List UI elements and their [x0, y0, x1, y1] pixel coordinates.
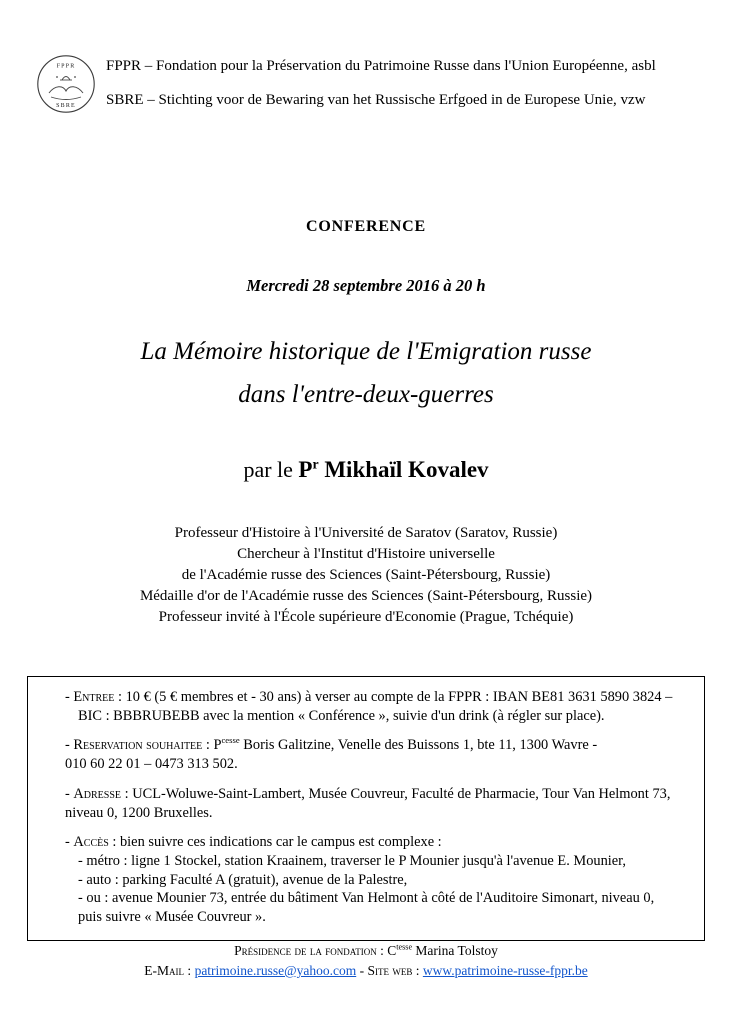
speaker-name [298, 457, 488, 482]
event-title-line2: dans l'entre-deux-guerres [238, 381, 494, 408]
reservation-dash: - [65, 737, 74, 754]
acces-line-1 [65, 833, 692, 852]
acces-item [65, 833, 692, 927]
adresse-line-1 [65, 785, 692, 804]
entree-line-2: BIC : BBBRUBEBB avec la mention « Conférence », suivie d'un drink (à régler sur place). [78, 707, 605, 724]
entree-item [65, 688, 692, 725]
acces-label: Accès [73, 834, 109, 851]
site-sep: : [412, 963, 423, 978]
email-link[interactable]: patrimoine.russe@yahoo.com [194, 963, 357, 978]
reservation-pre: : P [202, 737, 222, 754]
entree-dash: - [65, 689, 74, 705]
entree-line-1 [65, 688, 692, 707]
speaker-bio [0, 523, 732, 628]
reservation-text: Boris Galitzine, Venelle des Buissons 1, bte 11, 1300 Wavre - [239, 737, 598, 754]
bio-line-3: de l'Académie russe des Sciences (Saint-Pétersbourg, Russie) [181, 567, 551, 583]
email-label: E-Mail [144, 963, 185, 978]
acces-ou-line: - ou : avenue Mounier 73, entrée du bâtiment Van Helmont à côté de l'Auditoire Simonart, niveau 0, [78, 890, 655, 907]
presidence-sep: : C [376, 943, 397, 958]
email-sep: : [184, 963, 195, 978]
acces-metro-line: - métro : ligne 1 Stockel, station Kraainem, traverser le P Mounier jusqu'à l'avenue E. Mounier, [78, 852, 626, 869]
org-name-french: FPPR – Fondation pour la Préservation du Patrimoine Russe dans l'Union Européenne, asbl [106, 58, 656, 74]
org-name-dutch: SBRE – Stichting voor de Bewaring van het Russische Erfgoed in de Europese Unie, vzw [106, 92, 646, 108]
event-title-line1: La Mémoire historique de l'Emigration russe [140, 338, 592, 365]
reservation-item [65, 736, 692, 773]
contact-line [0, 961, 732, 981]
document-header [36, 54, 712, 114]
document-footer [0, 941, 732, 981]
presidence-name: Marina Tolstoy [412, 943, 498, 958]
entree-text: : 10 € (5 € membres et - 30 ans) à verser au compte de la FPPR : IBAN BE81 3631 5890 3824 – [114, 689, 673, 705]
fppr-logo-icon [36, 54, 96, 114]
acces-suite-line: puis suivre « Musée Couvreur ». [78, 909, 266, 926]
speaker-fullname: Mikhaïl Kovalev [318, 457, 489, 482]
bio-line-5: Professeur invité à l'École supérieure d'Economie (Prague, Tchéquie) [158, 609, 574, 625]
bio-line-2: Chercheur à l'Institut d'Histoire universelle [237, 546, 495, 562]
bio-line-1: Professeur d'Histoire à l'Université de Saratov (Saratov, Russie) [174, 525, 558, 541]
adresse-dash: - [65, 785, 74, 802]
svg-text:FPPR: FPPR [56, 63, 76, 70]
reservation-phone-line: 010 60 22 01 – 0473 313 502. [65, 756, 238, 773]
speaker-title-initial: P [298, 457, 313, 482]
byline-prefix: par le [243, 457, 299, 482]
reservation-line-1 [65, 736, 692, 755]
site-web-label: Site web [367, 963, 413, 978]
conference-heading: CONFERENCE [305, 218, 426, 235]
website-link[interactable]: www.patrimoine-russe-fppr.be [422, 963, 588, 978]
acces-dash: - [65, 834, 74, 851]
svg-text:SBRE: SBRE [56, 103, 76, 109]
event-title [0, 330, 732, 416]
acces-text: : bien suivre ces indications car le campus est complexe : [108, 834, 442, 851]
bio-line-4: Médaille d'or de l'Académie russe des Sciences (Saint-Pétersbourg, Russie) [139, 588, 593, 604]
adresse-label: Adresse [73, 785, 122, 802]
speaker-byline [0, 457, 732, 483]
reservation-label: Reservation souhaitee [73, 737, 203, 754]
presidence-line [0, 941, 732, 961]
event-datetime: Mercredi 28 septembre 2016 à 20 h [246, 276, 486, 295]
adresse-text: : UCL-Woluwe-Saint-Lambert, Musée Couvreur, Faculté de Pharmacie, Tour Van Helmont 73, [121, 785, 671, 802]
adresse-line-2: niveau 0, 1200 Bruxelles. [65, 804, 213, 821]
adresse-item [65, 785, 692, 822]
entree-label: Entree [73, 689, 115, 705]
presidence-label: Présidence de la fondation [234, 943, 377, 958]
practical-info-box [27, 676, 705, 941]
presidence-superscript: tesse [396, 942, 413, 952]
contact-mid-sep: - [356, 963, 368, 978]
org-names [106, 54, 656, 114]
acces-auto-line: - auto : parking Faculté A (gratuit), avenue de la Palestre, [78, 871, 408, 888]
speaker-title-superscript: r [312, 456, 319, 472]
reservation-superscript: cesse [221, 735, 240, 746]
